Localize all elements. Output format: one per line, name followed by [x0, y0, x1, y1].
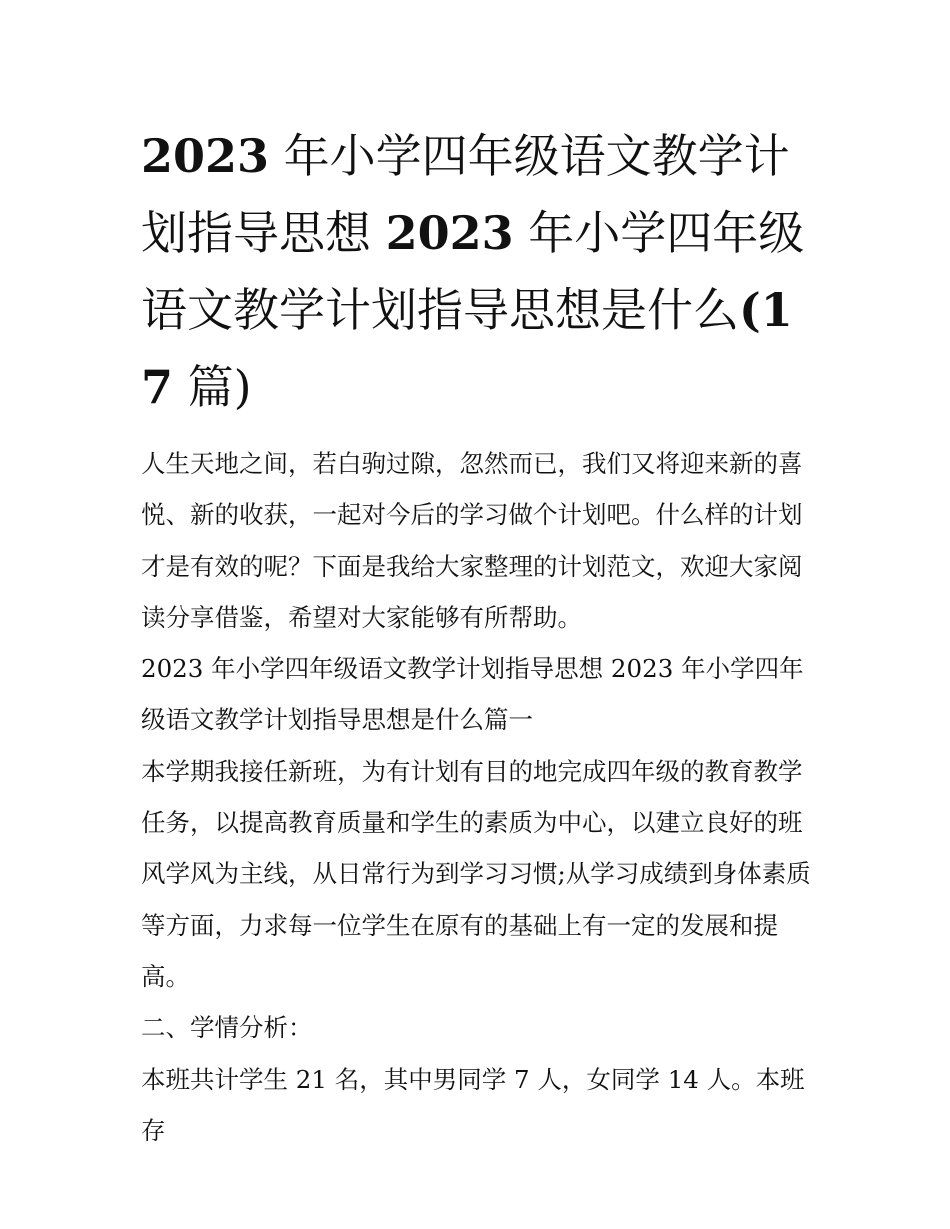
title-text-1: 年小学四年级语文教学计划指导思想 — [141, 129, 790, 260]
body-paragraph-class-info: 本班共计学生 21 名，其中男同学 7 人，女同学 14 人。本班存 — [141, 1064, 805, 1145]
document-body — [141, 438, 813, 1156]
document-title — [141, 118, 813, 426]
section-heading: 2023 年小学四年级语文教学计划指导思想 2023 年小学四年级语文教学计划指导思想是什么篇一 — [141, 654, 804, 735]
title-year-2: 2023 — [385, 206, 514, 260]
title-year-1: 2023 — [141, 129, 270, 183]
subheading-student-analysis: 二、学情分析： — [141, 1013, 313, 1043]
title-count: (17 — [141, 283, 793, 414]
title-text-2: 年小学四年级语文教学计划指导思想是什么 — [141, 206, 805, 337]
document-page — [141, 118, 813, 1156]
body-paragraph: 本学期我接任新班，为有计划有目的地完成四年级的教育教学任务，以提高教育质量和学生的素质为中心，以建立良好的班风学风为主线，从日常行为到学习习惯;从学习成绩到身体素质等方面，力求每一位学生在原有的基础上有一定的发展和提高。 — [141, 756, 811, 991]
intro-paragraph: 人生天地之间，若白驹过隙，忽然而已，我们又将迎来新的喜悦、新的收获，一起对今后的学习做个计划吧。什么样的计划才是有效的呢？下面是我给大家整理的计划范文，欢迎大家阅读分享借鉴，希望对大家能够有所帮助。 — [141, 449, 803, 632]
title-text-3: 篇) — [173, 360, 252, 414]
